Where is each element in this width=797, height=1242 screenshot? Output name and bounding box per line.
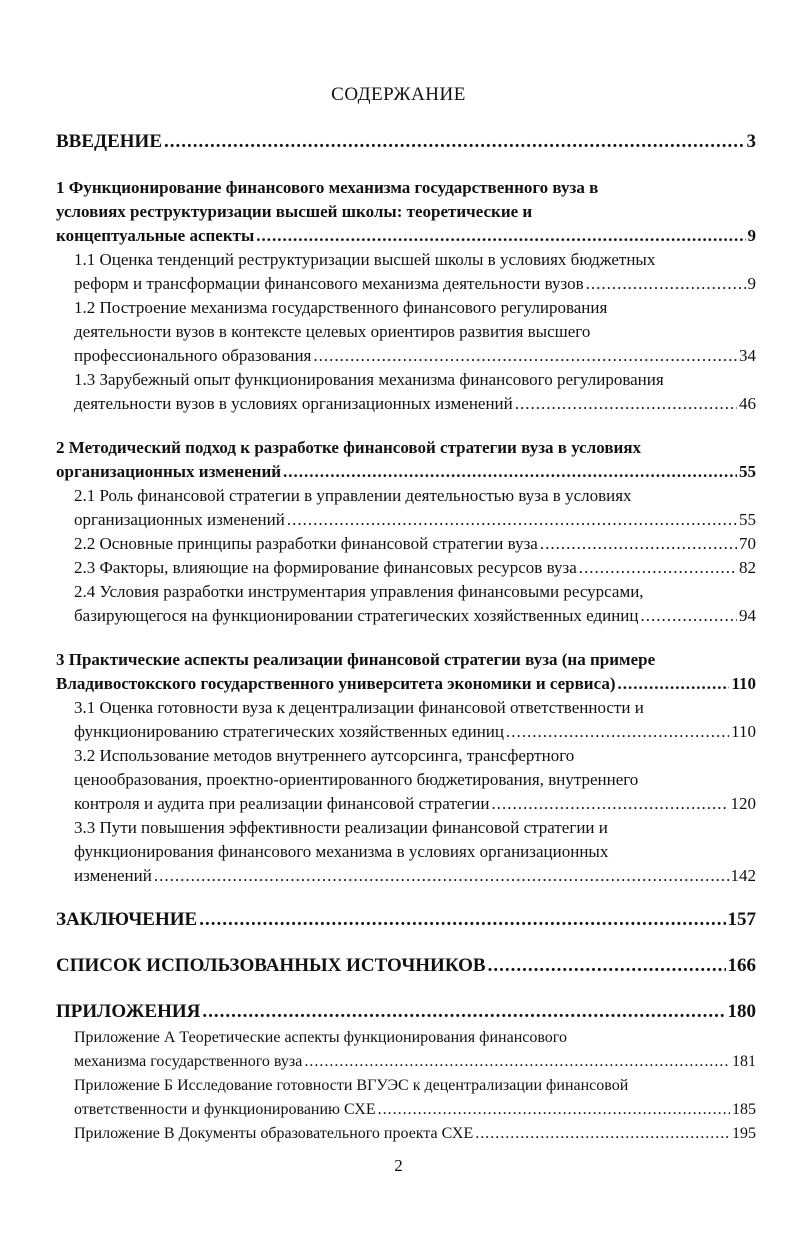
entry-title: организационных изменений (74, 510, 285, 529)
section-title-line: 1.2 Построение механизма государственного финансового регулирования (74, 298, 608, 317)
entry-title: ответственности и функционированию СХЕ (74, 1101, 376, 1118)
dot-leader (491, 792, 728, 816)
entry-page: 55 (739, 510, 756, 529)
entry-page: 142 (730, 866, 756, 885)
dot-leader (313, 344, 737, 368)
dot-leader (287, 508, 737, 532)
section-3-1[interactable] (56, 720, 756, 744)
entry-title: профессионального образования (74, 346, 312, 365)
section-1-2[interactable] (56, 344, 756, 368)
dot-leader (304, 1050, 730, 1074)
entry-title: функционированию стратегических хозяйственных единиц (74, 722, 504, 741)
section-1-3[interactable] (56, 392, 756, 416)
entry-page: 110 (731, 722, 756, 741)
chapter-title-last[interactable] (56, 460, 756, 484)
entry-title: 2.3 Факторы, влияющие на формирование финансовых ресурсов вуза (74, 558, 577, 577)
dot-leader (618, 672, 730, 696)
entry-title: базирующегося на функционировании стратегических хозяйственных единиц (74, 606, 639, 625)
entry-page: 82 (739, 558, 756, 577)
dot-leader (586, 272, 746, 296)
appendix-a[interactable] (56, 1050, 756, 1074)
section-3-2[interactable] (56, 792, 756, 816)
chapter-title-line: 3 Практические аспекты реализации финансовой стратегии вуза (на примере (56, 650, 656, 669)
toc-entry-sources[interactable] (56, 952, 756, 980)
table-of-contents (56, 128, 756, 1146)
dot-leader (154, 864, 729, 888)
entry-title: концептуальные аспекты (56, 226, 255, 245)
appendix-title-line: Приложение А Теоретические аспекты функционирования финансового (74, 1029, 567, 1046)
section-title-line: 2.4 Условия разработки инструментария управления финансовыми ресурсами, (74, 582, 644, 601)
dot-leader (164, 128, 745, 156)
entry-title: реформ и трансформации финансового механизма деятельности вузов (74, 274, 584, 293)
entry-title: ВВЕДЕНИЕ (56, 131, 162, 152)
entry-page: 110 (731, 674, 756, 693)
appendix-b[interactable] (56, 1098, 756, 1122)
chapter-title-line: 2 Методический подход к разработке финансовой стратегии вуза в условиях (56, 438, 642, 457)
entry-title: изменений (74, 866, 152, 885)
toc-entry-appendices[interactable] (56, 998, 756, 1026)
section-title-line: ценообразования, проектно-ориентированного бюджетирования, внутреннего (74, 770, 639, 789)
toc-entry-introduction[interactable] (56, 128, 756, 156)
toc-appendices (56, 998, 756, 1146)
section-title-line: 1.1 Оценка тенденций реструктуризации высшей школы в условиях бюджетных (74, 250, 656, 269)
entry-page: 70 (739, 534, 756, 553)
entry-title: ПРИЛОЖЕНИЯ (56, 1001, 201, 1022)
entry-title: деятельности вузов в условиях организационных изменений (74, 394, 513, 413)
dot-leader (202, 998, 725, 1026)
entry-page: 9 (747, 274, 756, 293)
chapter-title-line: 1 Функционирование финансового механизма государственного вуза в (56, 178, 599, 197)
appendix-v[interactable] (56, 1122, 756, 1146)
entry-page: 120 (730, 794, 756, 813)
page-title: СОДЕРЖАНИЕ (331, 84, 466, 105)
entry-page: 181 (732, 1053, 756, 1070)
entry-title: СПИСОК ИСПОЛЬЗОВАННЫХ ИСТОЧНИКОВ (56, 955, 486, 976)
entry-page: 3 (746, 131, 756, 152)
appendix-title-line: Приложение Б Исследование готовности ВГУЭС к децентрализации финансовой (74, 1077, 629, 1094)
dot-leader (199, 906, 725, 934)
section-title-line: 3.1 Оценка готовности вуза к децентрализации финансовой ответственности и (74, 698, 644, 717)
entry-page: 34 (739, 346, 756, 365)
entry-page: 180 (727, 1001, 756, 1022)
dot-leader (579, 556, 737, 580)
dot-leader (488, 952, 726, 980)
section-1-1[interactable] (56, 272, 756, 296)
section-3-3[interactable] (56, 864, 756, 888)
section-title-line: 3.3 Пути повышения эффективности реализации финансовой стратегии и (74, 818, 608, 837)
chapter-title-line: условиях реструктуризации высшей школы: теоретические и (56, 202, 533, 221)
section-2-1[interactable] (56, 508, 756, 532)
section-title-line: функционирования финансового механизма в условиях организационных (74, 842, 609, 861)
entry-title: ЗАКЛЮЧЕНИЕ (56, 909, 198, 930)
section-title-line: деятельности вузов в контексте целевых ориентиров развития высшего (74, 322, 591, 341)
section-title-line: 1.3 Зарубежный опыт функционирования механизма финансового регулирования (74, 370, 664, 389)
chapter-title-last[interactable] (56, 224, 756, 248)
dot-leader (256, 224, 745, 248)
section-2-2[interactable] (56, 532, 756, 556)
section-title-line: 2.1 Роль финансовой стратегии в управлении деятельностью вуза в условиях (74, 486, 632, 505)
entry-page: 166 (727, 955, 756, 976)
entry-title: контроля и аудита при реализации финансовой стратегии (74, 794, 490, 813)
toc-chapter-3 (56, 648, 756, 888)
chapter-title-last[interactable] (56, 672, 756, 696)
entry-title: 2.2 Основные принципы разработки финансовой стратегии вуза (74, 534, 538, 553)
section-2-3[interactable] (56, 556, 756, 580)
entry-title: Владивостокского государственного университета экономики и сервиса) (56, 674, 616, 693)
dot-leader (515, 392, 737, 416)
section-2-4[interactable] (56, 604, 756, 628)
entry-page: 55 (739, 462, 756, 481)
dot-leader (641, 604, 738, 628)
toc-entry-conclusion[interactable] (56, 906, 756, 934)
dot-leader (283, 460, 737, 484)
dot-leader (475, 1122, 730, 1146)
entry-page: 195 (732, 1125, 756, 1142)
entry-page: 46 (739, 394, 756, 413)
toc-chapter-2 (56, 436, 756, 628)
dot-leader (378, 1098, 730, 1122)
dot-leader (540, 532, 737, 556)
entry-page: 94 (739, 606, 756, 625)
dot-leader (506, 720, 729, 744)
entry-title: организационных изменений (56, 462, 282, 481)
entry-page: 157 (727, 909, 756, 930)
entry-page: 9 (747, 226, 756, 245)
entry-page: 185 (732, 1101, 756, 1118)
entry-title: Приложение В Документы образовательного проекта СХЕ (74, 1125, 474, 1142)
page-number: 2 (394, 1156, 403, 1175)
toc-chapter-1 (56, 176, 756, 416)
entry-title: механизма государственного вуза (74, 1053, 303, 1070)
section-title-line: 3.2 Использование методов внутреннего аутсорсинга, трансфертного (74, 746, 575, 765)
